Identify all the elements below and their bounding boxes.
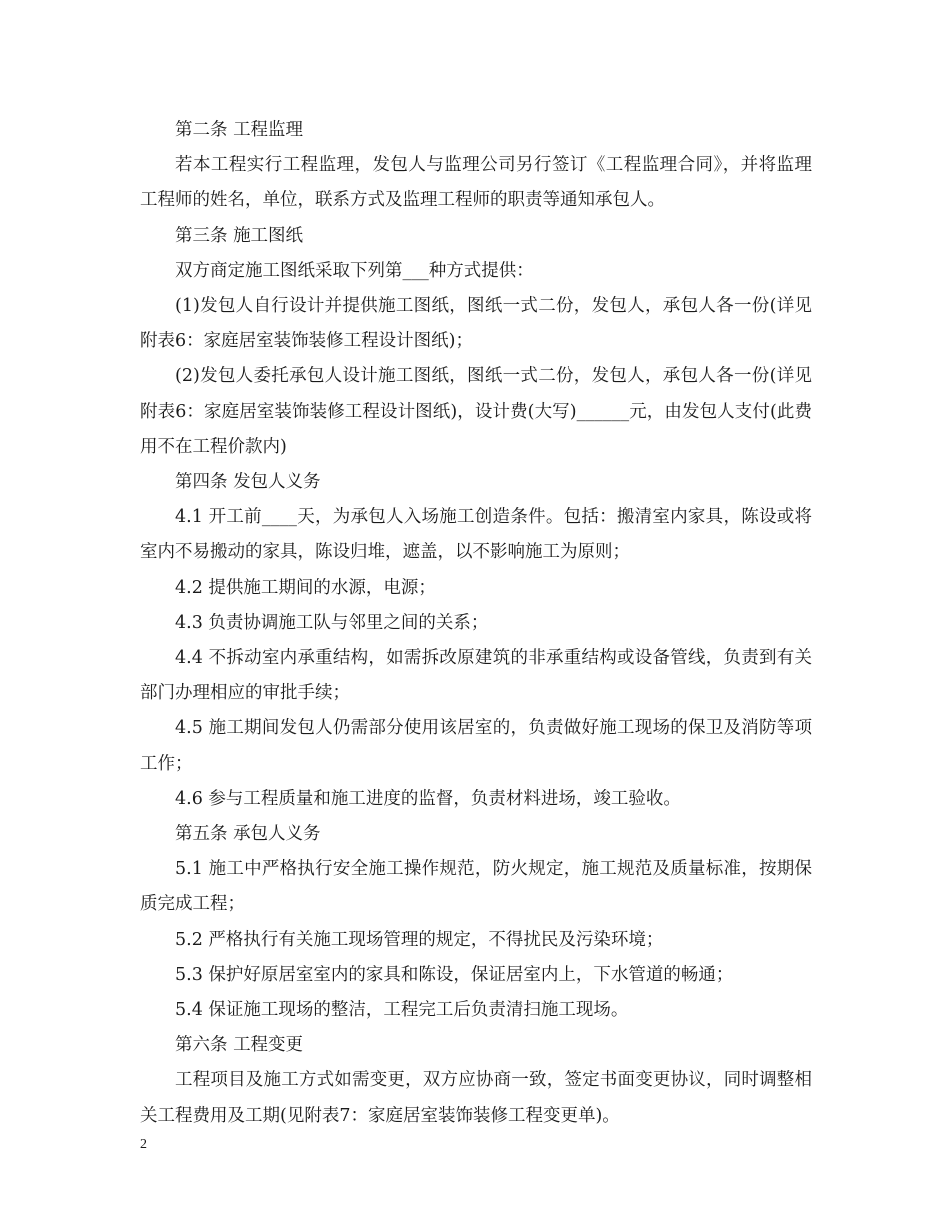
clause-4-4: 4.4 不拆动室内承重结构，如需拆改原建筑的非承重结构或设备管线，负责到有关部门办理相应的审批手续； [140, 648, 812, 704]
article-5-heading: 第五条 承包人义务 [175, 824, 321, 845]
clause-4-1: 4.1 开工前____天，为承包人入场施工创造条件。包括：搬清室内家具，陈设或将室内不易搬动的家具，陈设归堆，遮盖，以不影响施工为原则； [140, 507, 812, 563]
clause-4-2: 4.2 提供施工期间的水源，电源； [175, 577, 436, 598]
article-3-heading: 第三条 施工图纸 [175, 225, 304, 246]
article-3-intro: 双方商定施工图纸采取下列第___种方式提供： [175, 260, 534, 281]
article-2-paragraph: 若本工程实行工程监理，发包人与监理公司另行签订《工程监理合同》，并将监理工程师的姓名，单位，联系方式及监理工程师的职责等通知承包人。 [140, 155, 812, 211]
page-number: 2 [140, 1137, 147, 1152]
article-3-option-2: (2)发包人委托承包人设计施工图纸，图纸一式二份，发包人，承包人各一份(详见附表6：家庭居室装饰装修工程设计图纸)，设计费(大写)______元，由发包人支付(此费用不在工程价款内) [140, 366, 812, 457]
clause-4-3: 4.3 负责协调施工队与邻里之间的关系； [175, 612, 489, 633]
clause-5-4: 5.4 保证施工现场的整洁，工程完工后负责清扫施工现场。 [175, 1000, 629, 1021]
article-2-heading: 第二条 工程监理 [175, 120, 304, 140]
article-3-option-1: (1)发包人自行设计并提供施工图纸，图纸一式二份，发包人，承包人各一份(详见附表6：家庭居室装饰装修工程设计图纸)； [140, 296, 812, 352]
document-body [140, 113, 812, 1134]
clause-5-1: 5.1 施工中严格执行安全施工操作规范，防火规定，施工规范及质量标准，按期保质完成工程； [140, 859, 812, 915]
article-4-heading: 第四条 发包人义务 [175, 472, 321, 493]
clause-5-2: 5.2 严格执行有关施工现场管理的规定，不得扰民及污染环境； [175, 929, 664, 950]
article-6-paragraph: 工程项目及施工方式如需变更，双方应协商一致，签定书面变更协议，同时调整相关工程费用及工期(见附表7：家庭居室装饰装修工程变更单)。 [140, 1070, 812, 1126]
clause-4-5: 4.5 施工期间发包人仍需部分使用该居室的，负责做好施工现场的保卫及消防等项工作； [140, 718, 812, 774]
clause-4-6: 4.6 参与工程质量和施工进度的监督，负责材料进场，竣工验收。 [175, 788, 681, 809]
article-6-heading: 第六条 工程变更 [175, 1035, 304, 1056]
clause-5-3: 5.3 保护好原居室室内的家具和陈设，保证居室内上，下水管道的畅通； [175, 964, 734, 985]
